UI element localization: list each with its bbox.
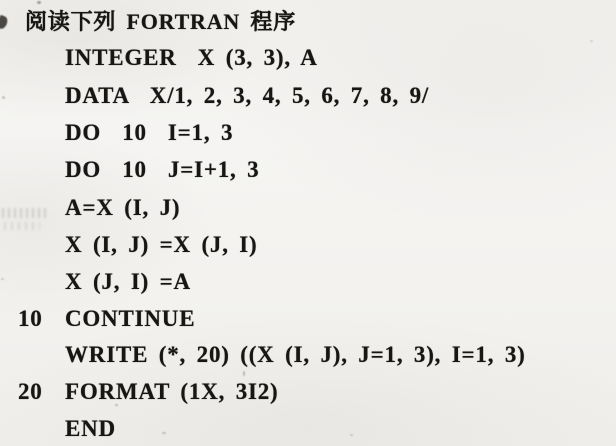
- scan-speck: [590, 40, 593, 42]
- code-line: [0, 194, 616, 224]
- scan-speck: [37, 1, 41, 4]
- code-text: INTEGER X (3, 3), A: [65, 45, 318, 70]
- code-text: X (I, J) =X (J, I): [65, 232, 258, 257]
- code-line: [0, 119, 616, 149]
- exercise-heading: 阅读下列 FORTRAN 程序: [25, 9, 297, 34]
- code-line: [0, 231, 616, 261]
- code-line: [0, 378, 616, 408]
- scan-speck: [243, 371, 245, 376]
- code-text: DO 10 I=1, 3: [65, 120, 234, 145]
- code-text: END: [65, 416, 116, 441]
- statement-label: 20: [18, 379, 43, 404]
- code-line: [0, 341, 616, 371]
- code-line: [0, 415, 616, 445]
- code-line: [0, 268, 616, 298]
- code-line: [0, 82, 616, 112]
- exercise-heading-row: [0, 8, 616, 38]
- statement-label: 10: [18, 306, 43, 331]
- code-text: FORMAT (1X, 3I2): [65, 379, 279, 404]
- code-text: A=X (I, J): [65, 195, 181, 220]
- code-text: CONTINUE: [65, 306, 196, 331]
- code-text: WRITE (*, 20) ((X (I, J), J=1, 3), I=1, 3): [65, 342, 526, 367]
- code-text: DATA X/1, 2, 3, 4, 5, 6, 7, 8, 9/: [65, 83, 430, 108]
- code-text: X (J, I) =A: [65, 269, 191, 294]
- code-line: [0, 44, 616, 74]
- code-line: [0, 305, 616, 335]
- code-line: [0, 156, 616, 186]
- code-text: DO 10 J=I+1, 3: [65, 157, 260, 182]
